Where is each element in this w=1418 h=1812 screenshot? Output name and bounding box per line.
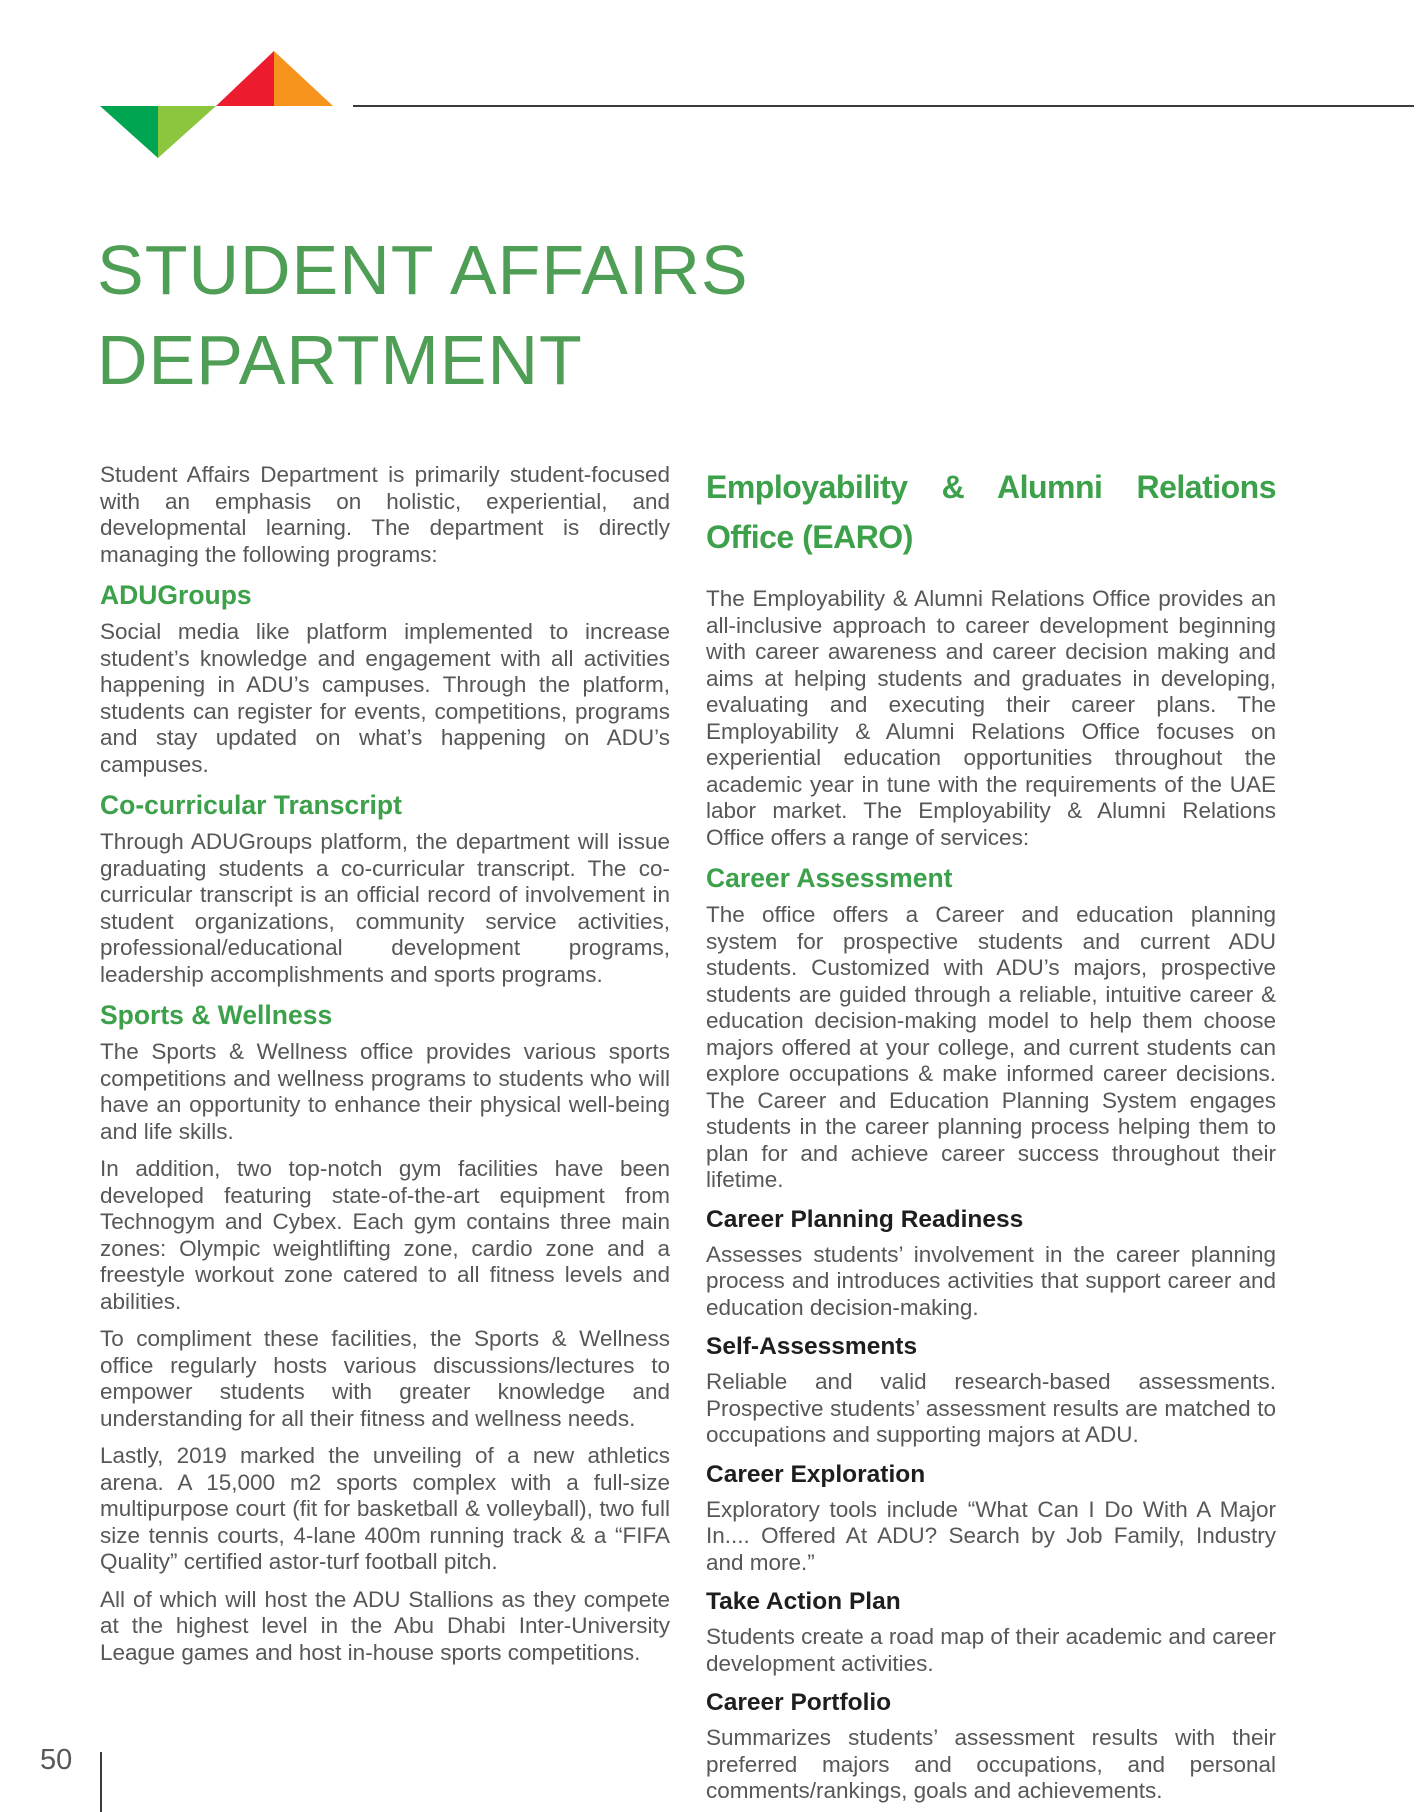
section-paragraph: The office offers a Career and education planning system for prospective students and current ADU students. Customized with ADU’s majors, prospective students are guided through a reliable, intuitive career & education decision-making model to help them choose majors offered at your college, and current students can explore occupations & make informed career decisions. The Career and Education Planning System engages students in the career planning process helping them to plan for and achieve career success throughout their lifetime. <box>706 902 1276 1192</box>
section-paragraph: Through ADUGroups platform, the department will issue graduating students a co-curricular transcript. The co-curricular transcript is an official record of involvement in student organizations, community service activities, professional/educational development programs, leadership accomplishments and sports programs. <box>100 829 670 987</box>
page-title-line1: STUDENT AFFAIRS <box>97 231 749 309</box>
section-paragraph: To compliment these facilities, the Sports & Wellness office regularly hosts various discussions/lectures to empower students with greater knowledge and understanding for all their fitness and wellness needs. <box>100 1326 670 1431</box>
section-heading: Take Action Plan <box>706 1588 901 1615</box>
section-paragraph: All of which will host the ADU Stallions as they compete at the highest level in the Abu Dhabi Inter-University League games and host in-house sports competitions. <box>100 1586 670 1665</box>
page-title <box>97 225 749 405</box>
section-paragraph: Lastly, 2019 marked the unveiling of a new athletics arena. A 15,000 m2 sports complex with a full-size multipurpose court (fit for basketball & volleyball), two full size tennis courts, 4-lane 400m running track & a “FIFA Quality” certified astor-turf football pitch. <box>100 1443 670 1574</box>
section-heading: Career Exploration <box>706 1460 926 1488</box>
page-number: 50 <box>40 1744 73 1776</box>
left-sections <box>100 580 670 1666</box>
section-heading: Career Planning Readiness <box>706 1205 1024 1233</box>
logo-triangle-light-green <box>158 106 216 158</box>
logo-triangle-red <box>216 51 274 106</box>
right-column <box>706 462 1276 1812</box>
section-heading: Co-curricular Transcript <box>100 790 402 820</box>
section-heading: Career Portfolio <box>706 1689 892 1716</box>
section-paragraph: Students create a road map of their academic and career development activities. <box>706 1624 1276 1676</box>
section-paragraph: Summarizes students’ assessment results with their preferred majors and occupations, and personal comments/rankings, goals and achievements. <box>706 1725 1276 1803</box>
section-paragraph: Social media like platform implemented to increase student’s knowledge and engagement with all activities happening in ADU’s campuses. Through the platform, students can register for events, competitions, programs and stay updated on what’s happening on ADU’s campuses. <box>100 619 670 777</box>
logo-triangle-dark-green <box>100 106 158 158</box>
section-heading: Sports & Wellness <box>100 1000 333 1030</box>
section-paragraph: Exploratory tools include “What Can I Do With A Major In.... Offered At ADU? Search by Job Family, Industry and more.” <box>706 1496 1276 1575</box>
section-heading: Self-Assessments <box>706 1333 918 1360</box>
section-paragraph: The Sports & Wellness office provides various sports competitions and wellness programs to students who will have an opportunity to enhance their physical well-being and life skills. <box>100 1039 670 1144</box>
section-heading: ADUGroups <box>100 580 252 610</box>
section-paragraph: In addition, two top-notch gym facilities have been developed featuring state-of-the-art equipment from Technogym and Cybex. Each gym contains three main zones: Olympic weightlifting zone, cardio zone and a freestyle workout zone catered to all fitness levels and abilities. <box>100 1156 670 1314</box>
footer-rule <box>100 1752 102 1812</box>
section-paragraph: Reliable and valid research-based assessments. Prospective students’ assessment results are matched to occupations and supporting majors at ADU. <box>706 1369 1276 1447</box>
earo-intro-paragraph: The Employability & Alumni Relations Office provides an all-inclusive approach to career development beginning with career awareness and career decision making and aims at helping students and graduates in developing, evaluating and executing their career plans. The Employability & Alumni Relations Office focuses on experiential education opportunities throughout the academic year in tune with the requirements of the UAE labor market. The Employability & Alumni Relations Office offers a range of services: <box>706 586 1276 850</box>
university-logo <box>95 45 338 163</box>
page-title-line2: DEPARTMENT <box>97 321 583 399</box>
left-column <box>100 462 670 1677</box>
left-intro-paragraph: Student Affairs Department is primarily student-focused with an emphasis on holistic, experiential, and developmental learning. The department is directly managing the following programs: <box>100 462 670 567</box>
section-heading: Career Assessment <box>706 863 953 893</box>
header-rule <box>353 105 1414 107</box>
logo-triangle-orange <box>274 51 333 106</box>
right-sections <box>706 863 1276 1805</box>
section-paragraph: Assesses students’ involvement in the career planning process and introduces activities that support career and education decision-making. <box>706 1241 1276 1320</box>
earo-office-heading: Employability & Alumni Relations Office (EARO) <box>706 469 1276 555</box>
